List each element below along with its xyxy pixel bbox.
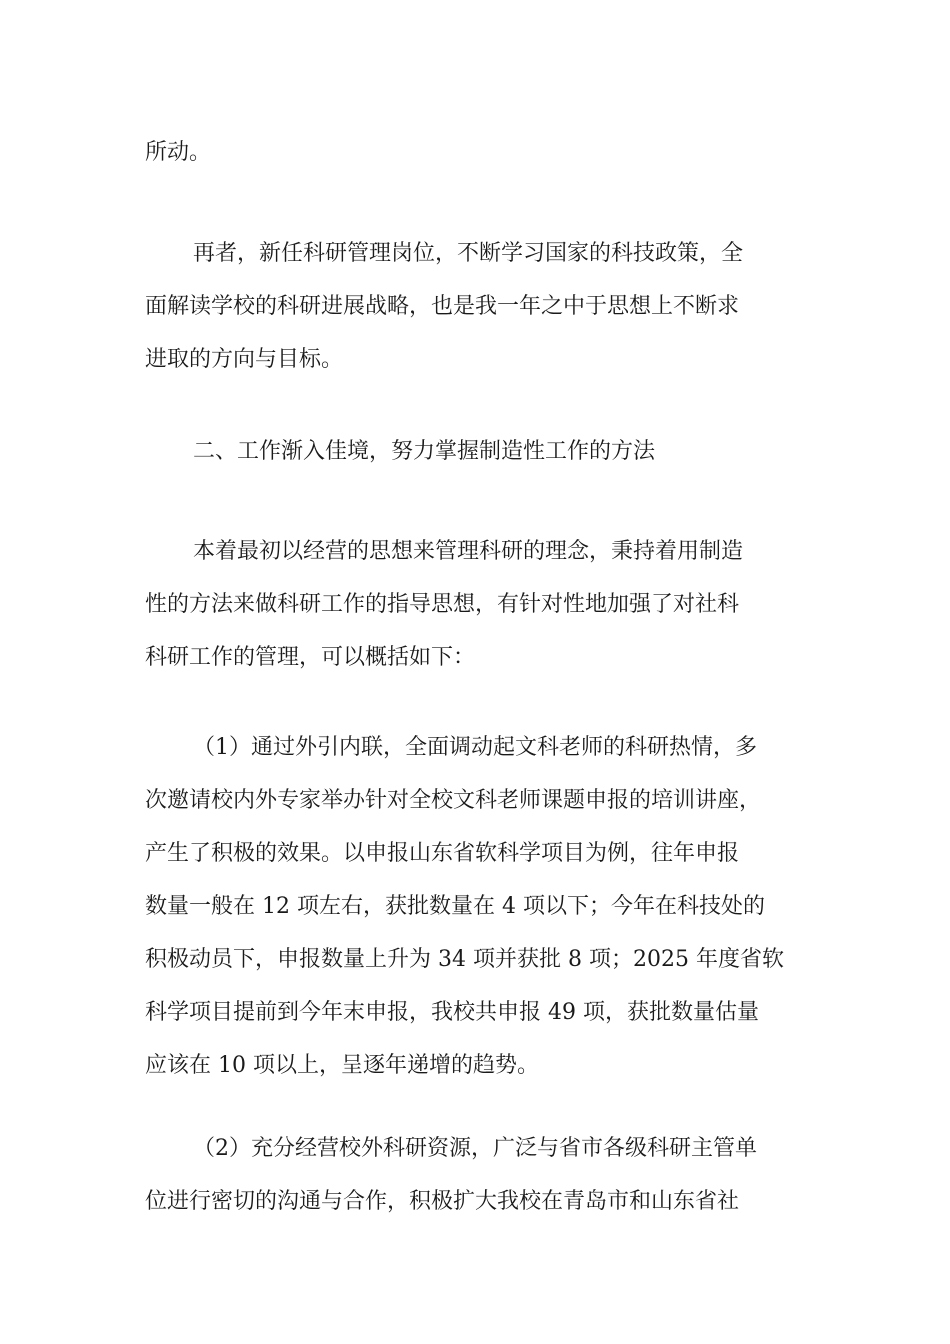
text-line: 二、工作渐入佳境，努力掌握制造性工作的方法 <box>193 439 656 464</box>
text-line: 应该在 10 项以上，呈逐年递增的趋势。 <box>145 1053 539 1078</box>
text-line: （1）通过外引内联，全面调动起文科老师的科研热情，多 <box>193 735 757 760</box>
text-line: （2）充分经营校外科研资源，广泛与省市各级科研主管单 <box>193 1136 757 1161</box>
text-line: 进取的方向与目标。 <box>145 347 344 372</box>
text-line: 科学项目提前到今年末申报，我校共申报 49 项，获批数量估量 <box>145 1000 759 1025</box>
paragraph-continuation <box>145 126 810 179</box>
text-line: 所动。 <box>145 140 212 165</box>
text-line: 性的方法来做科研工作的指导思想，有针对性地加强了对社科 <box>145 592 740 617</box>
paragraph-item-1 <box>145 721 810 1092</box>
text-line: 面解读学校的科研进展战略，也是我一年之中于思想上不断求 <box>145 294 740 319</box>
text-line: 科研工作的管理，可以概括如下： <box>145 645 476 670</box>
text-line: 次邀请校内外专家举办针对全校文科老师课题申报的培训讲座， <box>145 788 762 813</box>
text-line: 积极动员下，申报数量上升为 34 项并获批 8 项；2025 年度省软 <box>145 947 784 972</box>
paragraph-management-approach <box>145 525 810 684</box>
text-line: 产生了积极的效果。以申报山东省软科学项目为例，往年申报 <box>145 841 740 866</box>
section-heading <box>145 425 810 478</box>
text-line: 再者，新任科研管理岗位，不断学习国家的科技政策，全 <box>193 241 744 266</box>
text-line: 位进行密切的沟通与合作，积极扩大我校在青岛市和山东省社 <box>145 1189 740 1214</box>
paragraph-item-2 <box>145 1122 810 1228</box>
text-line: 本着最初以经营的思想来管理科研的理念，秉持着用制造 <box>193 539 744 564</box>
paragraph-policy-study <box>145 227 810 386</box>
text-line: 数量一般在 12 项左右，获批数量在 4 项以下；今年在科技处的 <box>145 894 765 919</box>
